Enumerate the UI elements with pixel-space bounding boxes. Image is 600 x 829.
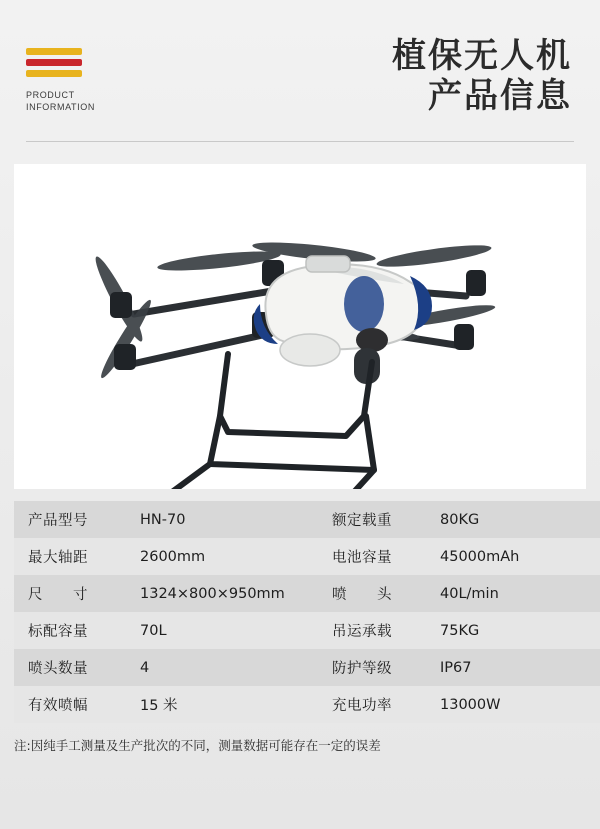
spec-value: 2600mm: [140, 548, 206, 565]
measurement-note: 注:因纯手工测量及生产批次的不同，测量数据可能存在一定的误差: [14, 738, 381, 753]
spec-table: [14, 501, 600, 723]
page-header: [0, 0, 600, 152]
brand-logo: [26, 40, 95, 113]
spec-key: 喷 头: [332, 587, 392, 603]
spec-key: 标配容量: [28, 624, 88, 640]
spec-value: IP67: [440, 659, 472, 676]
spec-value: 70L: [140, 622, 167, 639]
spec-value: HN-70: [140, 511, 186, 528]
table-row: [14, 501, 600, 538]
spec-key: 最大轴距: [28, 550, 88, 566]
page-title-line1: 植保无人机: [392, 36, 572, 76]
table-row: [14, 686, 600, 723]
brand-label: [26, 89, 95, 113]
header-divider: [26, 141, 574, 142]
spec-value: 45000mAh: [440, 548, 520, 565]
table-row: [14, 649, 600, 686]
table-row: [14, 612, 600, 649]
logo-bars-icon: [26, 48, 84, 81]
spec-key: 吊运承载: [332, 624, 392, 640]
spec-value: 15 米: [140, 698, 178, 714]
spec-key: 有效喷幅: [28, 698, 88, 714]
spec-value: 1324×800×950mm: [140, 585, 285, 602]
drone-illustration: [14, 164, 586, 489]
spec-key: 额定载重: [332, 513, 392, 529]
page-title-line2: 产品信息: [428, 76, 572, 116]
product-photo: [14, 164, 586, 489]
spec-key: 尺 寸: [28, 587, 88, 603]
spec-key: 产品型号: [28, 513, 88, 529]
spec-key: 电池容量: [332, 550, 392, 566]
brand-label-line1: PRODUCT: [26, 89, 75, 100]
spec-key: 充电功率: [332, 698, 392, 714]
spec-value: 13000W: [440, 696, 501, 713]
brand-label-line2: INFORMATION: [26, 101, 95, 112]
spec-value: 40L/min: [440, 585, 499, 602]
page-title: [392, 36, 574, 116]
spec-key: 防护等级: [332, 661, 392, 677]
spec-value: 75KG: [440, 622, 480, 639]
table-row: [14, 538, 600, 575]
spec-value: 80KG: [440, 511, 480, 528]
spec-value: 4: [140, 659, 150, 676]
table-row: [14, 575, 600, 612]
spec-key: 喷头数量: [28, 661, 88, 677]
